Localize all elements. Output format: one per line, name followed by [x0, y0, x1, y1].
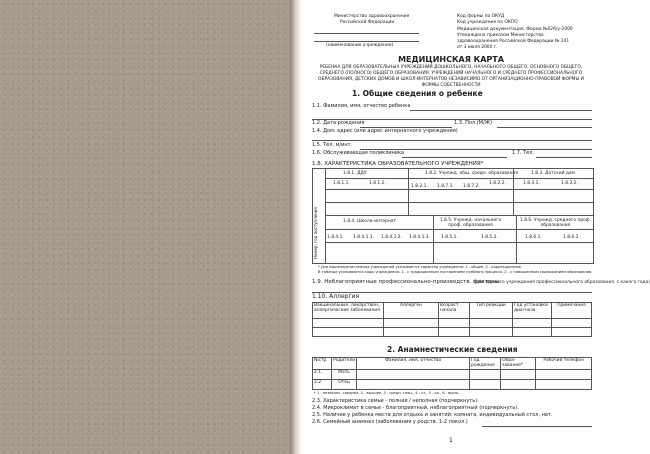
footnote-2: В таблице указываются коды учреждения: 1 - с традиционным построением учебного процесса, 2 - с повышенным содержанием образования.	[318, 270, 593, 274]
ministry-line-1: Министерство здравоохранения	[334, 14, 410, 19]
field-1-9-label: 1.9. Неблагоприятные профессионально-производств. факторы	[312, 279, 499, 285]
parents-row-father-label: Отец	[332, 380, 357, 390]
parents-head-5: Обра-зование*	[501, 358, 536, 370]
field-1-9-note: (для данного учреждения профессионального образования, с какого года)	[474, 280, 650, 285]
row2-head-1: 1.8.4. Школа-интернат	[343, 219, 396, 224]
institution-label: (наименование учреждения)	[326, 43, 394, 48]
cell-1-8-2-1: 1.8.2.1.	[411, 184, 428, 189]
ministry-line-2: Российской Федерации	[340, 20, 395, 25]
cell-1-8-1-1: 1.8.1.1.	[333, 181, 350, 186]
field-1-7-label: 1.7. Тел.	[512, 150, 535, 156]
cell-1-8-4-1-1: 1.8.4.1.1.	[353, 235, 374, 240]
cell-1-8-7-2: 1.8.7.2.	[463, 184, 480, 189]
allergy-head-2: Аллерген	[384, 303, 439, 319]
cell-1-8-4-1: 1.8.4.1.	[327, 235, 344, 240]
field-1-8-label: 1.8. ХАРАКТЕРИСТИКА ОБРАЗОВАТЕЛЬНОГО УЧРЕЖДЕНИЯ*	[312, 161, 484, 167]
doc-form-line-3: здравоохранения Российской Федерации № 241	[457, 39, 570, 44]
cell-1-8-6-1: 1.8.6.1.	[525, 235, 542, 240]
allergy-table	[312, 302, 592, 337]
field-1-3-line[interactable]	[497, 127, 592, 128]
section-2-title: 2. Анамнестические сведения	[387, 345, 518, 354]
cell-1-8-1-2: 1.8.1.2.	[369, 181, 386, 186]
field-2-3: 2.3. Характеристика семьи - полная / неполная (подчеркнуть).	[312, 398, 479, 404]
table-side-label: Номер, год поступления	[313, 207, 318, 259]
subtitle-line-4: ФОРМЫ СОБСТВЕННОСТИ	[421, 83, 481, 88]
field-1-1-line[interactable]	[410, 110, 592, 111]
field-1-1-label: 1.1. Фамилия, имя, отчество ребенка	[312, 103, 411, 109]
parents-table	[312, 357, 592, 390]
parents-head-1: №стр	[313, 358, 332, 370]
parents-row-mother-label: Мать	[332, 370, 357, 380]
field-1-6-line[interactable]	[402, 157, 507, 158]
document-title: МЕДИЦИНСКАЯ КАРТА	[398, 55, 504, 64]
doc-form-line-1: Медицинская документация, Форма №026/у-2000	[457, 27, 573, 32]
field-1-3-label: 1.3. Пол (М/Ж)	[454, 120, 493, 126]
institution-line	[314, 33, 419, 34]
okpo-label: Код учреждения по ОКПО	[457, 20, 518, 25]
section-1-title: 1. Общие сведения о ребенке	[352, 89, 483, 98]
field-2-5: 2.5. Наличие у ребенка места для отдыха и занятий: комната, индивидуальный стол, нет.	[312, 412, 553, 418]
parents-head-3: Фамилия, имя, отчество	[357, 358, 470, 370]
cell-1-8-2-2: 1.8.2.2.	[489, 181, 506, 186]
medical-card-page	[302, 0, 650, 454]
cell-1-8-4-1-2: 1.8.4.1.2.	[381, 235, 402, 240]
doc-form-line-2: Утверждена приказом Министерства	[457, 33, 544, 38]
allergy-head-6: Примечания	[552, 303, 592, 319]
cell-1-8-6-2: 1.8.6.2.	[563, 235, 580, 240]
doc-form-line-4: от 3 июля 2000 г.	[457, 45, 498, 50]
field-2-4: 2.4. Микроклимат в семье - благоприятный, неблагоприятный (подчеркнуть).	[312, 405, 519, 411]
institution-table	[312, 168, 594, 264]
field-1-4-line[interactable]	[312, 140, 592, 141]
row1-head-1: 1.8.1. ДДУ	[343, 171, 367, 176]
parents-head-2: Родители	[332, 358, 357, 370]
field-2-6-line[interactable]	[482, 426, 592, 427]
cell-1-8-7-1: 1.8.7.1.	[437, 184, 454, 189]
parents-row-mother-num: 2.1.	[313, 370, 332, 380]
footnote-1: * Для вышеперечисленных учреждений указывается характер учреждения: 1 - общее, 2 - коррекционное.	[318, 265, 522, 269]
allergy-cell[interactable]	[313, 328, 384, 337]
field-1-6-label: 1.6. Обслуживающая поликлиника	[312, 150, 405, 156]
parents-head-4: Год рождения	[470, 358, 501, 370]
okud-label: Код формы по ОКУД	[457, 14, 505, 19]
parents-head-6: Рабочий телефон	[536, 358, 592, 370]
field-1-4-label: 1.4. Дом. адрес (или адрес интернатного учреждения)	[312, 128, 458, 134]
field-1-10-label: 1.10. Аллергия	[312, 293, 360, 300]
binding-spine	[290, 0, 302, 454]
allergy-head-5: Год установки диагноза	[513, 303, 552, 319]
subtitle-line-1: РЕБЕНКА ДЛЯ ОБРАЗОВАТЕЛЬНЫХ УЧРЕЖДЕНИЙ ДОШКОЛЬНОГО, НАЧАЛЬНОГО ОБЩЕГО, ОСНОВНОГО ОБЩЕГО,	[319, 65, 583, 70]
parents-row-father-num: 2.2.	[313, 380, 332, 390]
row1-head-3: 1.8.3. Детский дом	[531, 171, 575, 176]
field-2-6: 2.6. Семейный анамнез (заболевания у родств. 1-2 покол.)	[312, 419, 468, 425]
allergy-head-4: Тип реакции	[470, 303, 513, 319]
row2-head-2: 1.8.5. Учрежд. начального проф. образования	[439, 218, 502, 229]
cell-1-8-5-2: 1.8.5.2.	[481, 235, 498, 240]
back-cover	[0, 0, 298, 454]
subtitle-line-3: ОБРАЗОВАНИЯ, ДЕТСКИХ ДОМОВ И ШКОЛ-ИНТЕРНАТОВ НЕЗАВИСИМО ОТ ОРГАНИЗАЦИОННО-ПРАВОВОЙ ФОРМЫ И	[318, 77, 584, 82]
page-number: 1	[449, 437, 453, 444]
cell-1-8-3-1: 1.8.3.1.	[523, 181, 540, 186]
row2-head-3: 1.8.6. Учрежд. среднего проф. образования	[520, 218, 591, 229]
field-1-2-label: 1.2. Дата рождения	[312, 120, 365, 126]
section-2-footnote: * 1 - незаконч. среднее, 2 - высшее, 3 - средн. спец., 4 - ст., 5 - ср., 6 - высш.	[314, 391, 460, 395]
allergy-cell[interactable]	[313, 319, 384, 328]
allergy-head-3: Возраст начала	[439, 303, 470, 319]
cell-1-8-4-1-3: 1.8.4.1.3.	[409, 235, 430, 240]
allergy-head-1: Вакцинальные, лекарствен., аллергические заболевания	[313, 303, 384, 319]
field-1-5-label: 1.5. Тел. м/инт.	[312, 142, 353, 148]
field-1-7-line[interactable]	[536, 157, 592, 158]
institution-line-2	[314, 41, 419, 42]
subtitle-line-2: СРЕДНЕГО (ПОЛНОГО) ОБЩЕГО ОБРАЗОВАНИЯ, УЧРЕЖДЕНИЙ НАЧАЛЬНОГО И СРЕДНЕГО ПРОФЕССИОНАЛЬНОГО	[319, 71, 583, 76]
cell-1-8-3-2: 1.8.3.2.	[561, 181, 578, 186]
cell-1-8-5-1: 1.8.5.1.	[441, 235, 458, 240]
row1-head-2: 1.8.2. Учрежд. общ. средн. образования	[425, 171, 518, 176]
